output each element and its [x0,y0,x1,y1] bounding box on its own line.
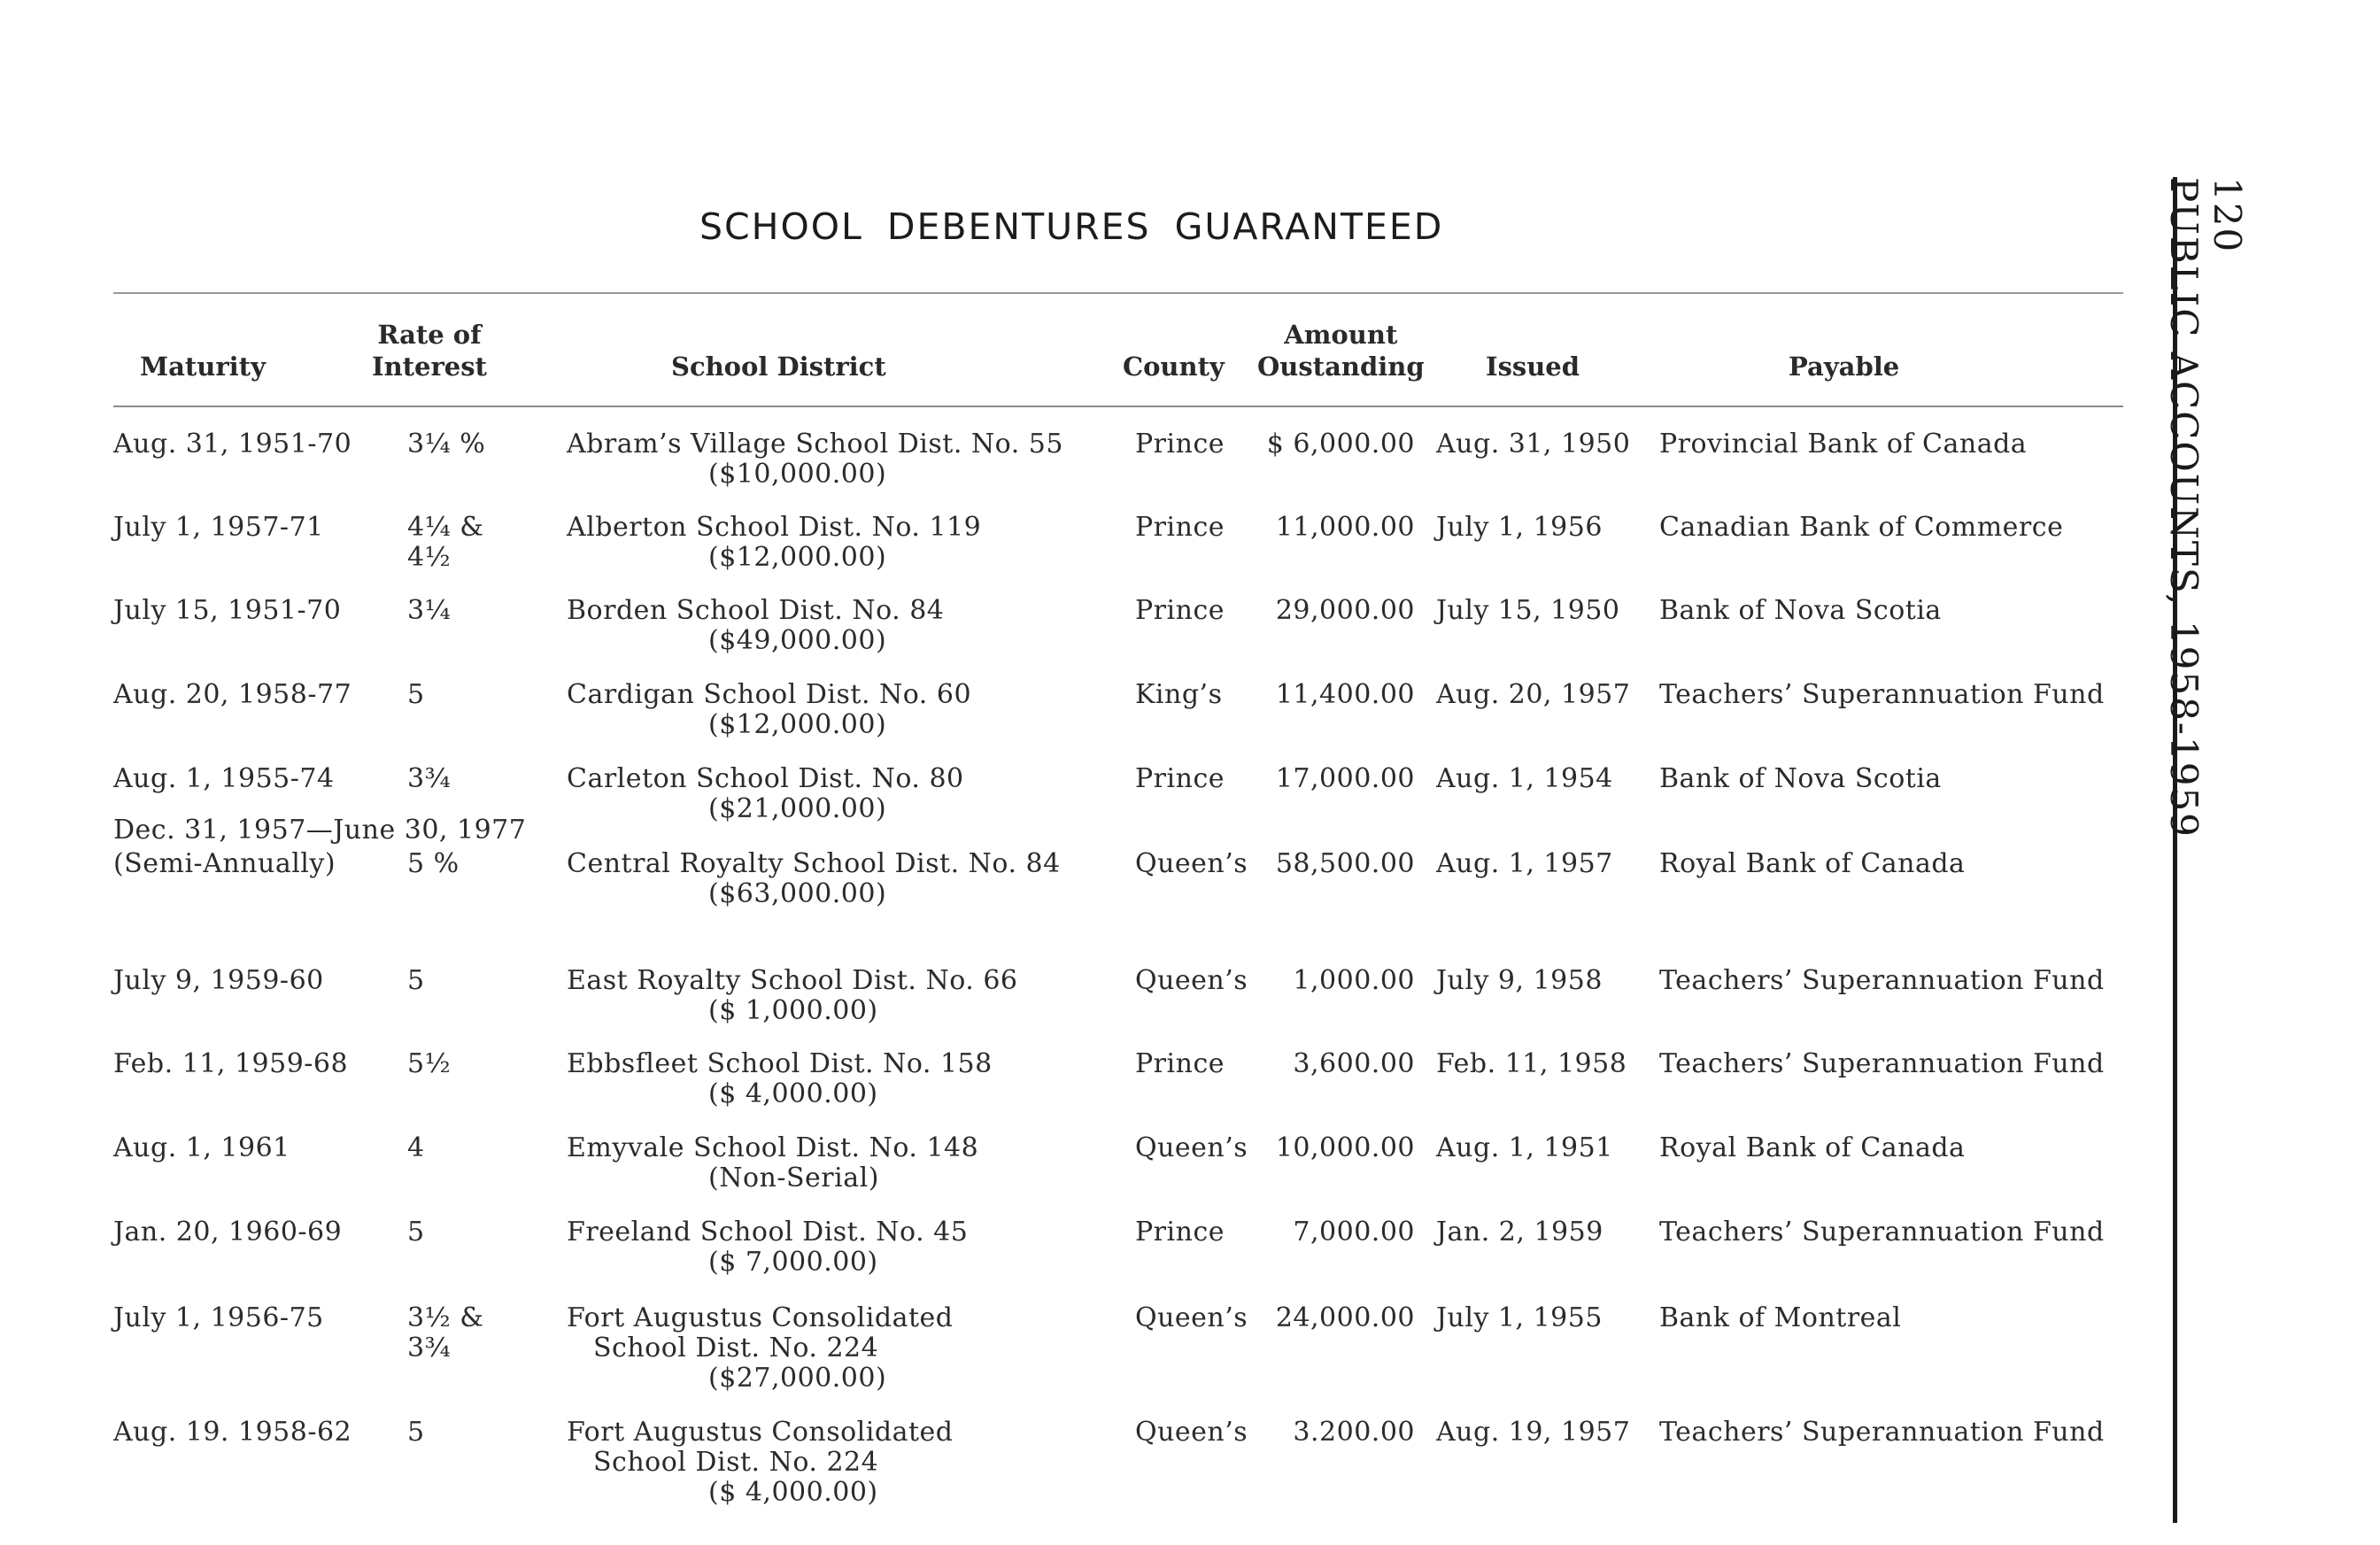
table-cell-amount: 11,400.00 [1275,679,1415,710]
table-cell-rate: 3¼ [407,595,452,626]
table-cell-original-amount: ($12,000.00) [708,709,887,740]
table-cell-issued: Aug. 1, 1951 [1436,1132,1613,1163]
table-cell-maturity: July 1, 1957-71 [113,512,324,543]
table-cell-maturity-note: (Semi-Annually) [113,848,336,879]
table-cell-issued: Aug. 20, 1957 [1436,679,1631,710]
table-cell-district: Borden School Dist. No. 84 [567,595,945,626]
table-cell-county: Prince [1135,512,1225,543]
table-cell-original-amount: ($12,000.00) [708,542,887,573]
table-cell-county: Prince [1135,429,1225,460]
table-cell-issued: July 9, 1958 [1436,965,1603,996]
header-district [671,351,886,382]
table-cell-county: Queen’s [1135,1417,1248,1448]
table-cell-original-amount: ($ 4,000.00) [708,1477,878,1508]
table-cell-maturity: Jan. 20, 1960-69 [113,1217,343,1248]
header-amount [1257,319,1425,382]
table-cell-district: Alberton School Dist. No. 119 [567,512,982,543]
table-cell-payable: Bank of Nova Scotia [1659,595,1942,626]
header-amount-line2: Oustanding [1257,351,1425,382]
table-cell-maturity: July 1, 1956-75 [113,1302,324,1333]
table-cell-payable: Teachers’ Superannuation Fund [1659,679,2105,710]
table-cell-original-amount: ($ 1,000.00) [708,995,878,1026]
table-cell-issued: Jan. 2, 1959 [1436,1217,1603,1248]
table-cell-original-amount: ($ 7,000.00) [708,1247,878,1278]
header-county [1123,351,1225,382]
header-payable [1789,351,1899,382]
running-head-text: PUBLIC ACCOUNTS, 1958-1959 [2162,177,2206,838]
table-cell-amount: 24,000.00 [1275,1302,1415,1333]
table-cell-payable: Royal Bank of Canada [1659,848,1966,879]
table-cell-amount: 3.200.00 [1293,1417,1415,1448]
table-cell-county: Queen’s [1135,1132,1248,1163]
table-cell-rate: 4¼ & [407,512,484,543]
table-cell-maturity: Feb. 11, 1959-68 [113,1048,349,1079]
table-cell-county: King’s [1135,679,1223,710]
table-cell-maturity: Aug. 1, 1961 [113,1132,290,1163]
table-cell-rate: 3¼ % [407,429,486,460]
table-cell-rate: 5½ [407,1048,452,1079]
table-cell-county: Prince [1135,595,1225,626]
table-cell-maturity: July 15, 1951-70 [113,595,342,626]
header-district-label: School District [671,351,886,382]
table-cell-amount: 58,500.00 [1275,848,1415,879]
table-cell-amount: 1,000.00 [1293,965,1415,996]
table-cell-original-amount: ($63,000.00) [708,878,887,909]
table-cell-district: Ebbsfleet School Dist. No. 158 [567,1048,993,1079]
table-cell-maturity: July 9, 1959-60 [113,965,324,996]
table-cell-payable: Teachers’ Superannuation Fund [1659,1048,2105,1079]
table-cell-district: Abram’s Village School Dist. No. 55 [567,429,1063,460]
table-cell-maturity: Aug. 1, 1955-74 [113,763,335,794]
table-cell-maturity: Aug. 20, 1958-77 [113,679,352,710]
table-cell-amount: 10,000.00 [1275,1132,1415,1163]
header-rate-line2: Interest [372,351,487,382]
table-cell-issued: Aug. 19, 1957 [1436,1417,1631,1448]
table-cell-issued: Aug. 31, 1950 [1436,429,1631,460]
table-cell-county: Queen’s [1135,1302,1248,1333]
table-cell-district: Emyvale School Dist. No. 148 [567,1132,979,1163]
table-cell-district: Fort Augustus Consolidated [567,1302,954,1333]
table-cell-issued: Aug. 1, 1954 [1436,763,1613,794]
table-cell-payable: Canadian Bank of Commerce [1659,512,2064,543]
table-cell-original-amount: (Non-Serial) [708,1163,879,1194]
table-cell-rate-alt: 4½ [407,542,452,573]
table-cell-amount: 17,000.00 [1275,763,1415,794]
table-cell-rate: 5 [407,679,425,710]
top-rule [113,292,2123,294]
table-cell-county: Queen’s [1135,848,1248,879]
table-cell-rate: 5 [407,965,425,996]
table-cell-payable: Bank of Nova Scotia [1659,763,1942,794]
table-cell-rate: 5 [407,1217,425,1248]
header-rule [113,406,2123,407]
table-cell-rate: 5 % [407,848,460,879]
table-cell-district-cont: School Dist. No. 224 [593,1447,879,1478]
table-cell-rate: 3½ & [407,1302,484,1333]
table-cell-district: Cardigan School Dist. No. 60 [567,679,972,710]
header-maturity-label: Maturity [140,351,266,382]
table-cell-payable: Royal Bank of Canada [1659,1132,1966,1163]
table-cell-payable: Provincial Bank of Canada [1659,429,2028,460]
table-cell-district-cont: School Dist. No. 224 [593,1333,879,1363]
table-cell-county: Queen’s [1135,965,1248,996]
table-cell-original-amount: ($21,000.00) [708,793,887,824]
table-cell-district: East Royalty School Dist. No. 66 [567,965,1018,996]
table-cell-amount: $ 6,000.00 [1266,429,1415,460]
table-cell-original-amount: ($10,000.00) [708,459,887,490]
table-cell-amount: 11,000.00 [1275,512,1415,543]
table-cell-issued: Feb. 11, 1958 [1436,1048,1627,1079]
header-issued [1486,351,1580,382]
table-cell-county: Prince [1135,1217,1225,1248]
table-cell-county: Prince [1135,763,1225,794]
table-cell-county: Prince [1135,1048,1225,1079]
table-cell-original-amount: ($ 4,000.00) [708,1078,878,1109]
table-cell-issued: July 1, 1955 [1436,1302,1603,1333]
table-cell-district: Freeland School Dist. No. 45 [567,1217,969,1248]
table-cell-issued: Aug. 1, 1957 [1436,848,1613,879]
table-cell-issued: July 1, 1956 [1436,512,1603,543]
table-cell-original-amount: ($49,000.00) [708,625,887,656]
table-cell-amount: 3,600.00 [1293,1048,1415,1079]
table-cell-district: Fort Augustus Consolidated [567,1417,954,1448]
table-cell-district: Central Royalty School Dist. No. 84 [567,848,1061,879]
header-rate-line1: Rate of [377,320,482,350]
table-cell-rate: 5 [407,1417,425,1448]
table-cell-payable: Teachers’ Superannuation Fund [1659,965,2105,996]
table-cell-payable: Bank of Montreal [1659,1302,1902,1333]
header-rate [372,319,487,382]
table-cell-rate: 4 [407,1132,425,1163]
table-cell-amount: 29,000.00 [1275,595,1415,626]
table-cell-rate-alt: 3¾ [407,1333,452,1363]
header-issued-label: Issued [1486,351,1580,382]
document-title: SCHOOL DEBENTURES GUARANTEED [699,205,1444,248]
table-cell-payable: Teachers’ Superannuation Fund [1659,1217,2105,1248]
page-number: 120 [2206,177,2249,254]
table-cell-maturity: Aug. 31, 1951-70 [113,429,352,460]
table-cell-payable: Teachers’ Superannuation Fund [1659,1417,2105,1448]
table-cell-original-amount: ($27,000.00) [708,1363,887,1394]
table-cell-district: Carleton School Dist. No. 80 [567,763,964,794]
table-cell-amount: 7,000.00 [1293,1217,1415,1248]
table-cell-issued: July 15, 1950 [1436,595,1620,626]
table-cell-maturity: Dec. 31, 1957—June 30, 1977 [113,815,527,846]
header-county-label: County [1123,351,1225,382]
header-payable-label: Payable [1789,351,1900,382]
table-cell-rate: 3¾ [407,763,452,794]
table-cell-maturity: Aug. 19. 1958-62 [113,1417,352,1448]
header-amount-line1: Amount [1284,320,1398,350]
header-maturity [140,351,266,382]
running-head [2162,177,2249,1169]
